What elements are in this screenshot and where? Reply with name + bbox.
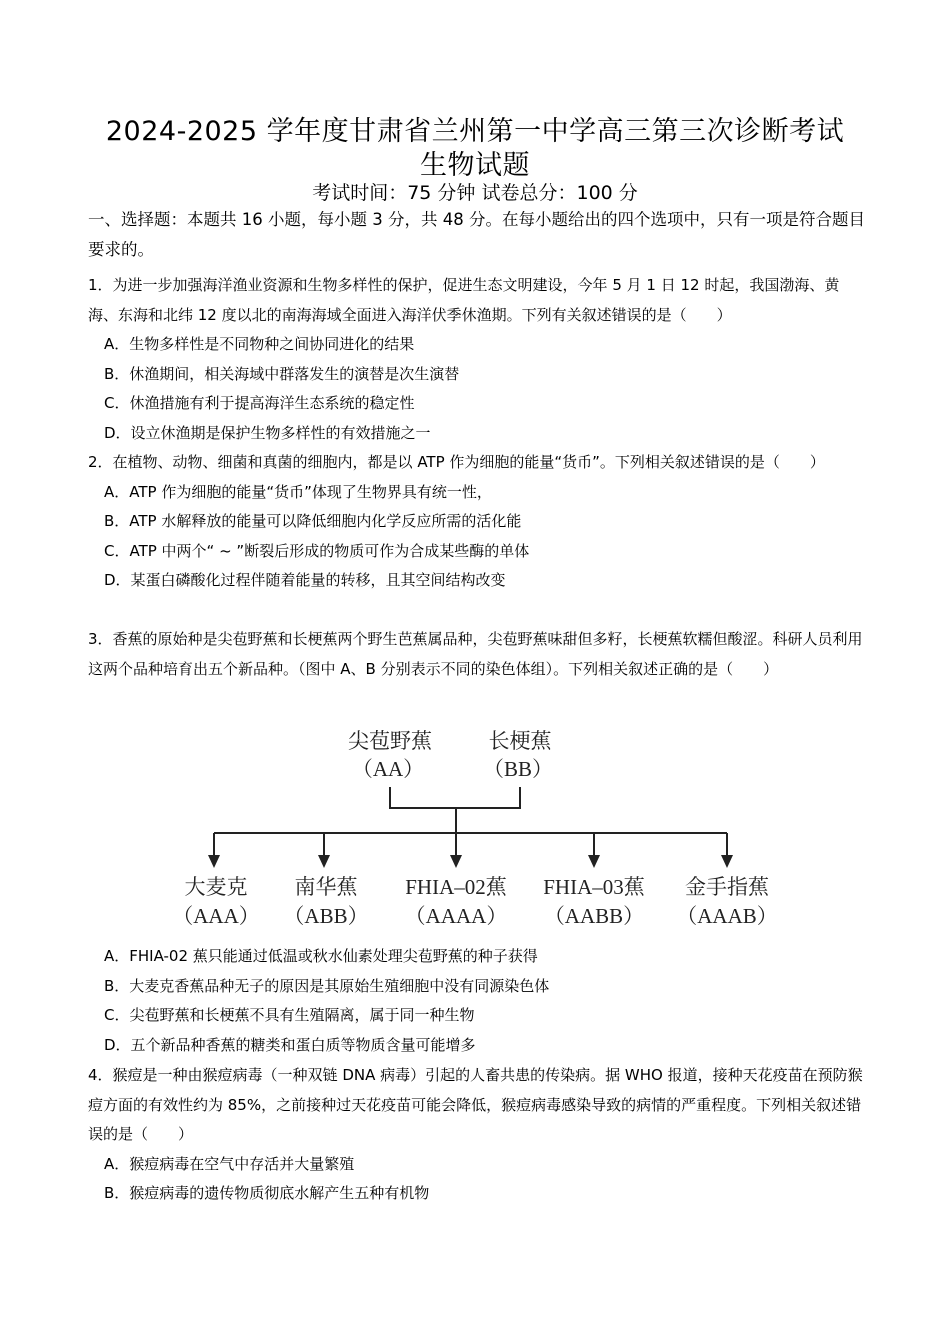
question-2 [88,448,866,596]
option-a: A．ATP 作为细胞的能量“货币”体现了生物界具有统一性， [104,482,492,501]
offspring-name-5: 金手指蕉 [685,875,769,899]
option-c: C．ATP 中两个“ ~ ”断裂后形成的物质可作为合成某些酶的单体 [104,541,530,560]
question-4 [88,1061,866,1209]
exam-meta: 考试时间：75 分钟 试卷总分：100 分 [312,182,638,204]
offspring-name-4: FHIA–03蕉 [543,875,645,899]
question-1 [88,271,866,448]
arrowhead-2 [318,855,330,868]
question-stem: 2．在植物、动物、细菌和真菌的细胞内，都是以 ATP 作为细胞的能量“货币”。下列相关叙述错误的是（ ） [88,453,825,471]
offspring-genome-2: （ABB） [283,904,369,928]
parent-genome-2: （BB） [482,757,554,781]
arrowhead-3 [450,855,462,868]
section-heading: 一、选择题：本题共 16 小题，每小题 3 分，共 48 分。在每小题给出的四个选项中，只有一项是符合题目要求的。 [88,210,865,259]
offspring-genome-5: （AAAB） [676,904,778,928]
parent-name-1: 尖苞野蕉 [348,729,432,753]
offspring-genome-3: （AAAA） [404,904,508,928]
parent-genome-1: （AA） [351,757,425,781]
option-b: B．大麦克香蕉品种无子的原因是其原始生殖细胞中没有同源染色体 [104,976,550,995]
banana-breeding-diagram [170,720,790,935]
offspring-name-2: 南华蕉 [294,875,358,899]
question-3 [88,625,866,684]
offspring-genome-1: （AAA） [172,904,260,928]
subject-title: 生物试题 [420,150,530,181]
option-b: B．猴痘病毒的遗传物质彻底水解产生五种有机物 [104,1184,430,1202]
cross-connector [214,787,727,857]
offspring-name-3: FHIA–02蕉 [405,875,507,899]
parent-name-2: 长梗蕉 [488,729,552,753]
arrowhead-5 [721,855,733,868]
question-stem: 3．香蕉的原始种是尖苞野蕉和长梗蕉两个野生芭蕉属品种，尖苞野蕉味甜但多籽，长梗蕉软糯但酸涩。科研人员利用这两个品种培育出五个新品种。（图中 A、B 分别表示不同的染色体组）。下列相关叙述正确的是（ ） [88,630,863,678]
option-a: A．FHIA-02 蕉只能通过低温或秋水仙素处理尖苞野蕉的种子获得 [104,947,538,965]
arrowheads [208,855,733,868]
offspring-name-1: 大麦克 [184,875,248,899]
question-stem: 1．为进一步加强海洋渔业资源和生物多样性的保护，促进生态文明建设，今年 5 月 1 日 12 时起，我国渤海、黄海、东海和北纬 12 度以北的南海海域全面进入海洋伏季休渔期。下列有关叙述错误的是（ ） [88,276,840,324]
arrowhead-1 [208,855,220,868]
option-d: D．五个新品种香蕉的糖类和蛋白质等物质含量可能增多 [104,1035,476,1054]
option-a: A．猴痘病毒在空气中存活并大量繁殖 [104,1154,355,1173]
offspring-genome-4: （AABB） [543,904,645,928]
option-c: C．尖苞野蕉和长梗蕉不具有生殖隔离，属于同一种生物 [104,1006,475,1024]
option-b: B．ATP 水解释放的能量可以降低细胞内化学反应所需的活化能 [104,512,522,530]
option-b: B．休渔期间，相关海域中群落发生的演替是次生演替 [104,364,460,383]
question-stem: 4．猴痘是一种由猴痘病毒（一种双链 DNA 病毒）引起的人畜共患的传染病。据 WHO 报道，接种天花疫苗在预防猴痘方面的有效性约为 85%，之前接种过天花疫苗可能会降低，猴痘病毒感染导致的病情的严重程度。下列相关叙述错误的是（ ） [88,1066,863,1143]
option-a: A．生物多样性是不同物种之间协同进化的结果 [104,335,415,353]
option-c: C．休渔措施有利于提高海洋生态系统的稳定性 [104,394,415,412]
option-d: D．某蛋白磷酸化过程伴随着能量的转移，且其空间结构改变 [104,571,506,589]
arrowhead-4 [588,855,600,868]
exam-title: 2024-2025 学年度甘肃省兰州第一中学高三第三次诊断考试 [105,116,845,147]
question-3-options [88,942,866,1060]
option-d: D．设立休渔期是保护生物多样性的有效措施之一 [104,423,431,442]
